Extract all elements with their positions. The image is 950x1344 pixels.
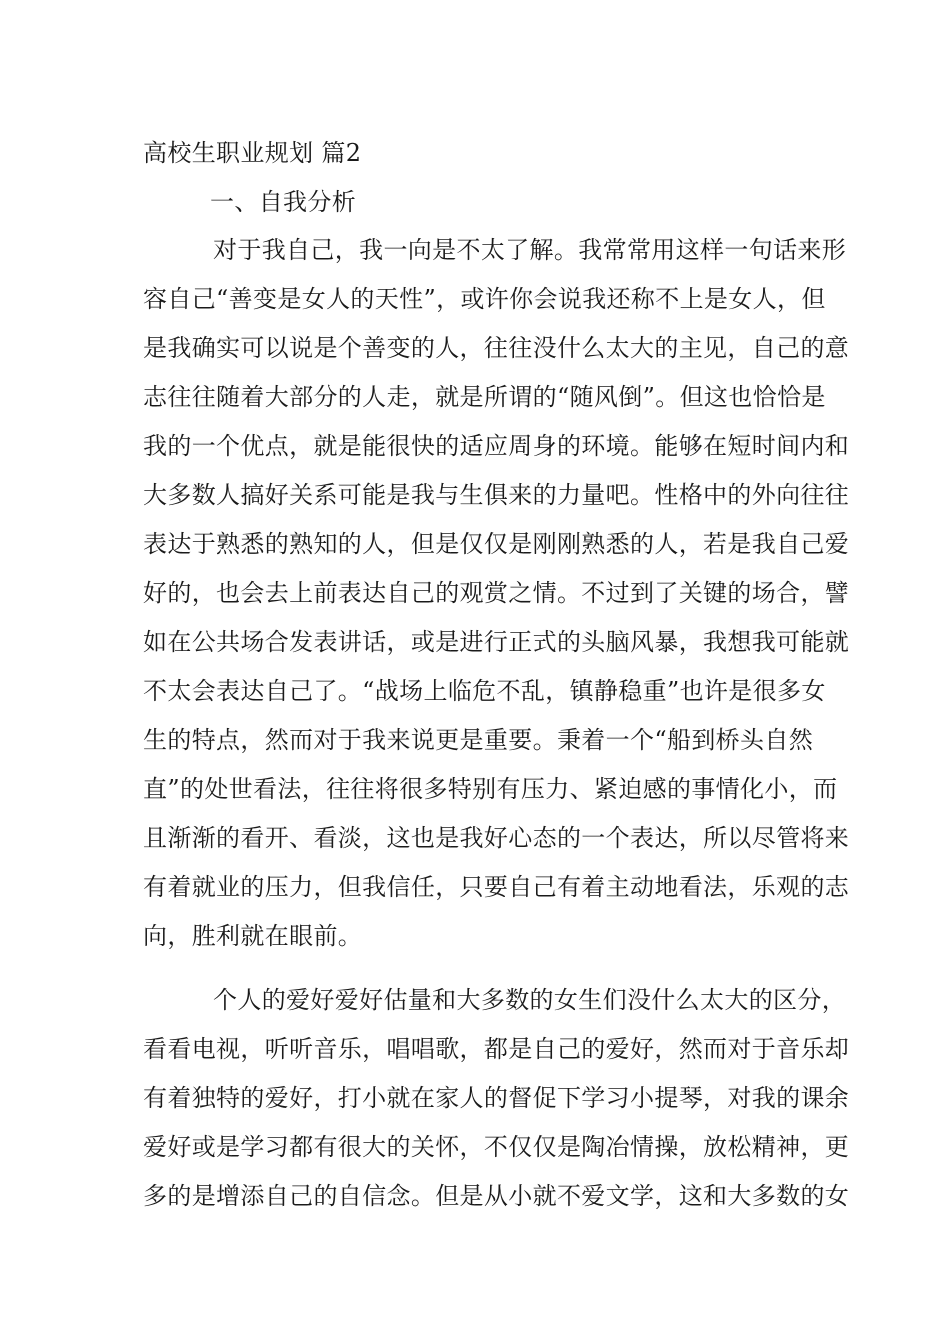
paragraph-line: 直”的处世看法，往往将很多特别有压力、紧迫感的事情化小，而 xyxy=(143,775,838,803)
paragraph-line: 爱好或是学习都有很大的关怀，不仅仅是陶冶情操，放松精神，更 xyxy=(143,1133,850,1161)
paragraph-line: 看看电视，听听音乐，唱唱歌，都是自己的爱好，然而对于音乐却 xyxy=(143,1035,850,1063)
paragraph-line: 如在公共场合发表讲话，或是进行正式的头脑风暴，我想我可能就 xyxy=(143,628,850,656)
paragraph-line: 是我确实可以说是个善变的人，往往没什么太大的主见，自己的意 xyxy=(143,334,850,362)
paragraph-line: 容自己“善变是女人的天性”，或许你会说我还称不上是女人，但 xyxy=(143,285,826,313)
paragraph-self-analysis xyxy=(143,226,850,961)
paragraph-line: 对于我自己，我一向是不太了解。我常常用这样一句话来形 xyxy=(213,236,847,264)
paragraph-line: 志往往随着大部分的人走，就是所谓的“随风倒”。但这也恰恰是 xyxy=(143,383,826,411)
paragraph-line: 有着独特的爱好，打小就在家人的督促下学习小提琴，对我的课余 xyxy=(143,1084,850,1112)
paragraph-line: 多的是增添自己的自信念。但是从小就不爱文学，这和大多数的女 xyxy=(143,1182,850,1210)
section-heading: 一、自我分析 xyxy=(210,188,357,216)
paragraph-line: 我的一个优点，就是能很快的适应周身的环境。能够在短时间内和 xyxy=(143,432,850,460)
paragraph-line: 向，胜利就在眼前。 xyxy=(143,922,363,950)
paragraph-line: 生的特点，然而对于我来说更是重要。秉着一个“船到桥头自然 xyxy=(143,726,814,754)
paragraph-line: 不太会表达自己了。“战场上临危不乱，镇静稳重”也许是很多女 xyxy=(143,677,826,705)
paragraph-line: 且渐渐的看开、看淡，这也是我好心态的一个表达，所以尽管将来 xyxy=(143,824,850,852)
paragraph-line: 好的，也会去上前表达自己的观赏之情。不过到了关键的场合，譬 xyxy=(143,579,850,607)
paragraph-line: 个人的爱好爱好估量和大多数的女生们没什么太大的区分， xyxy=(213,986,847,1014)
paragraph-hobbies xyxy=(143,976,850,1221)
paragraph-line: 表达于熟悉的熟知的人，但是仅仅是刚刚熟悉的人，若是我自己爱 xyxy=(143,530,850,558)
document-title: 高校生职业规划 篇2 xyxy=(143,139,362,167)
paragraph-line: 有着就业的压力，但我信任，只要自己有着主动地看法，乐观的志 xyxy=(143,873,850,901)
paragraph-line: 大多数人搞好关系可能是我与生俱来的力量吧。性格中的外向往往 xyxy=(143,481,850,509)
